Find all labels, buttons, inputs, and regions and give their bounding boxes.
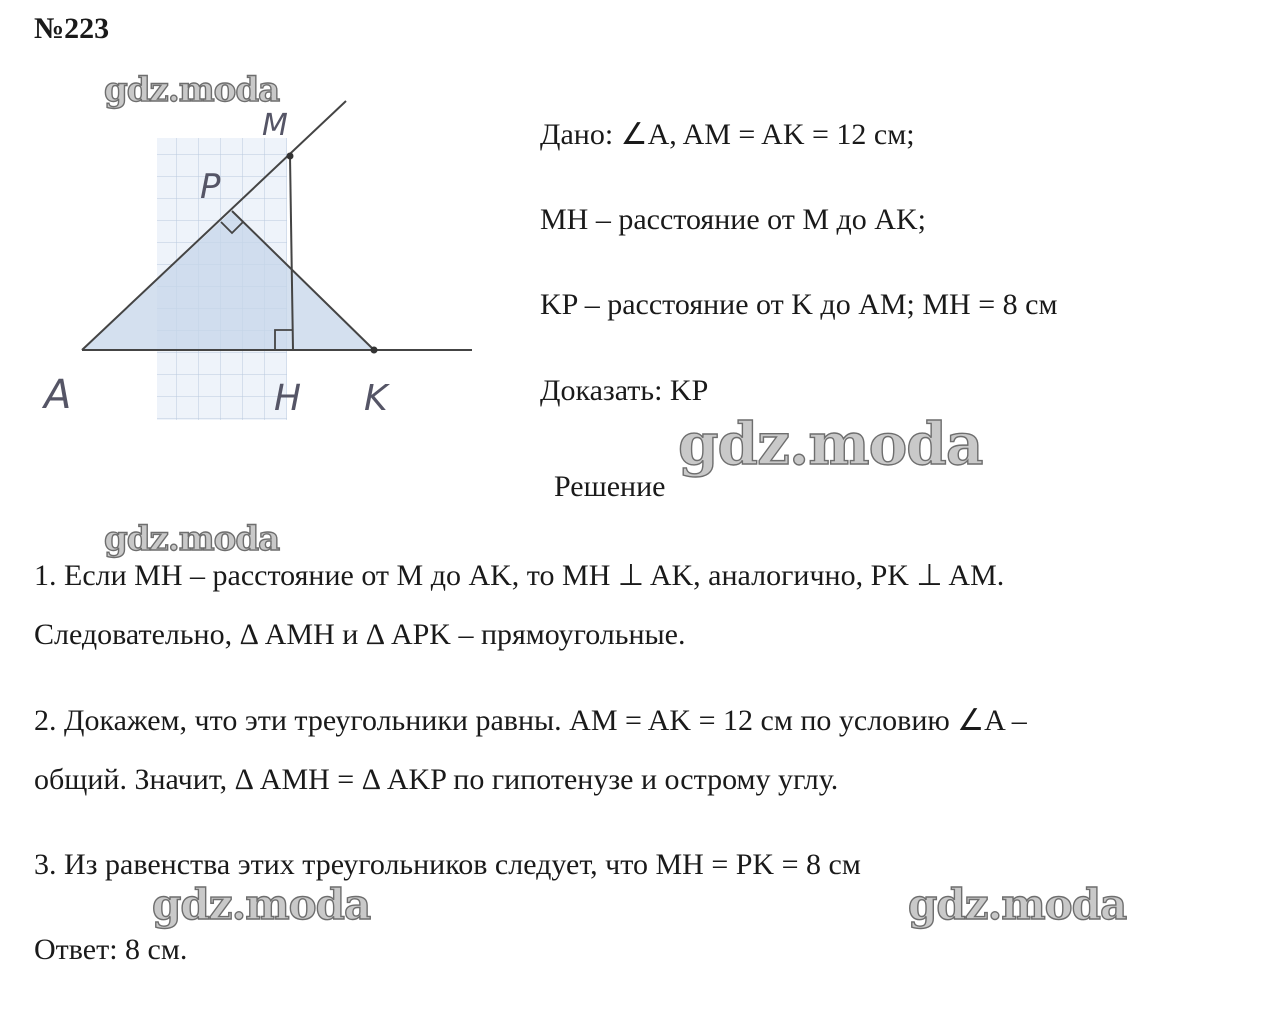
step-1-line-2: Следовательно, Δ AMH и Δ APK – прямоугольные. [34,618,686,651]
label-k: K [364,378,388,419]
step-2-line-1: 2. Докажем, что эти треугольники равны. AM = AK = 12 см по условию ∠A – [34,704,1027,737]
answer: Ответ: 8 см. [34,933,188,966]
label-p: P [200,167,221,207]
label-m: M [262,108,288,143]
label-a: A [44,372,72,418]
point-m [287,153,294,160]
prove-line: Доказать: KP [540,374,709,407]
given-line-1: Дано: ∠A, AM = AK = 12 см; [540,118,915,151]
watermark: gdz.moda [678,410,983,478]
given-line-2: MH – расстояние от M до AK; [540,203,926,236]
problem-number: №223 [34,12,110,45]
point-k [371,347,378,354]
watermark: gdz.moda [152,880,371,929]
geometry-figure [0,0,520,440]
step-3-line-1: 3. Из равенства этих треугольников следует, что MH = PK = 8 см [34,848,861,881]
given-line-3: KP – расстояние от K до AM; MH = 8 см [540,288,1058,321]
solution-title: Решение [554,470,666,503]
label-h: H [274,378,302,419]
watermark: gdz.moda [908,880,1127,929]
watermark: gdz.moda [104,70,280,110]
triangle-shading [82,211,374,350]
step-2-line-2: общий. Значит, Δ AMH = Δ AKP по гипотенузе и острому углу. [34,763,839,796]
step-1-line-1: 1. Если MH – расстояние от M до AK, то MH ⊥ AK, аналогично, PK ⊥ AM. [34,559,1005,592]
watermark: gdz.moda [104,519,280,559]
